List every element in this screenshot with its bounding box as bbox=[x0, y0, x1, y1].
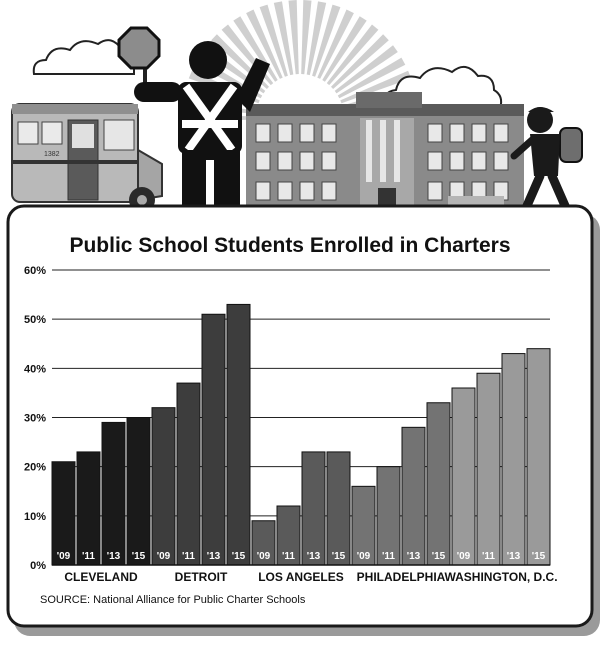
bar bbox=[427, 403, 450, 565]
window bbox=[300, 152, 314, 170]
window bbox=[322, 152, 336, 170]
bar bbox=[327, 452, 350, 565]
window bbox=[278, 182, 292, 200]
bar-year-label: '15 bbox=[231, 551, 246, 562]
window bbox=[494, 124, 508, 142]
window bbox=[300, 182, 314, 200]
bar-year-label: '11 bbox=[282, 551, 295, 562]
y-tick-label: 50% bbox=[23, 314, 46, 327]
window bbox=[278, 124, 292, 142]
bar bbox=[227, 304, 250, 565]
student-icon bbox=[514, 107, 582, 208]
bar bbox=[152, 408, 175, 565]
category-label: CLEVELAND bbox=[64, 570, 138, 584]
bar bbox=[127, 418, 150, 566]
category-label: PHILADELPHIA bbox=[356, 570, 446, 584]
category-label: LOS ANGELES bbox=[258, 570, 344, 584]
bar-year-label: '09 bbox=[156, 551, 171, 562]
school-bus-icon bbox=[12, 104, 162, 213]
window bbox=[256, 124, 270, 142]
window bbox=[322, 124, 336, 142]
window bbox=[256, 182, 270, 200]
y-tick-label: 20% bbox=[23, 461, 46, 474]
bar-year-label: '13 bbox=[506, 551, 521, 562]
bar bbox=[102, 422, 125, 565]
bar bbox=[77, 452, 100, 565]
y-tick-label: 60% bbox=[23, 265, 46, 277]
y-tick-label: 0% bbox=[30, 560, 46, 572]
bar-year-label: '15 bbox=[331, 551, 346, 562]
window bbox=[472, 152, 486, 170]
bar-year-label: '15 bbox=[431, 551, 446, 562]
bar-year-label: '09 bbox=[56, 551, 71, 562]
bar-year-label: '09 bbox=[456, 551, 471, 562]
window bbox=[428, 182, 442, 200]
bar-year-label: '13 bbox=[206, 551, 221, 562]
window bbox=[428, 124, 442, 142]
window bbox=[300, 124, 314, 142]
window bbox=[472, 124, 486, 142]
bar bbox=[402, 427, 425, 565]
source-note: SOURCE: National Alliance for Public Charter Schools bbox=[40, 594, 306, 606]
bar-year-label: '09 bbox=[256, 551, 271, 562]
school-building-icon bbox=[246, 92, 524, 208]
bar-year-label: '15 bbox=[131, 551, 146, 562]
window bbox=[494, 152, 508, 170]
category-label: WASHINGTON, D.C. bbox=[444, 570, 558, 584]
window bbox=[322, 182, 336, 200]
bar bbox=[52, 462, 75, 565]
window bbox=[450, 124, 464, 142]
y-tick-label: 30% bbox=[23, 412, 46, 425]
bar-year-label: '15 bbox=[531, 551, 546, 562]
bar-year-label: '09 bbox=[356, 551, 371, 562]
window bbox=[256, 152, 270, 170]
y-tick-label: 10% bbox=[23, 510, 46, 523]
bar bbox=[527, 349, 550, 565]
bar-year-label: '13 bbox=[406, 551, 421, 562]
bar-year-label: '13 bbox=[306, 551, 321, 562]
bar bbox=[202, 314, 225, 565]
bar-year-label: '11 bbox=[182, 551, 195, 562]
stop-sign-icon bbox=[119, 28, 159, 68]
bar-year-label: '11 bbox=[482, 551, 495, 562]
bar-year-label: '13 bbox=[106, 551, 121, 562]
y-tick-label: 40% bbox=[23, 363, 46, 376]
window bbox=[428, 152, 442, 170]
bar bbox=[502, 354, 525, 565]
header-illustration bbox=[12, 0, 582, 213]
window bbox=[278, 152, 292, 170]
bar bbox=[477, 373, 500, 565]
bar bbox=[177, 383, 200, 565]
bar bbox=[452, 388, 475, 565]
bus-number: 1382 bbox=[44, 151, 60, 158]
bar-year-label: '11 bbox=[382, 551, 395, 562]
bar bbox=[302, 452, 325, 565]
window bbox=[450, 152, 464, 170]
chart-title: Public School Students Enrolled in Charters bbox=[69, 234, 511, 257]
bar-year-label: '11 bbox=[82, 551, 95, 562]
category-label: DETROIT bbox=[174, 570, 228, 584]
